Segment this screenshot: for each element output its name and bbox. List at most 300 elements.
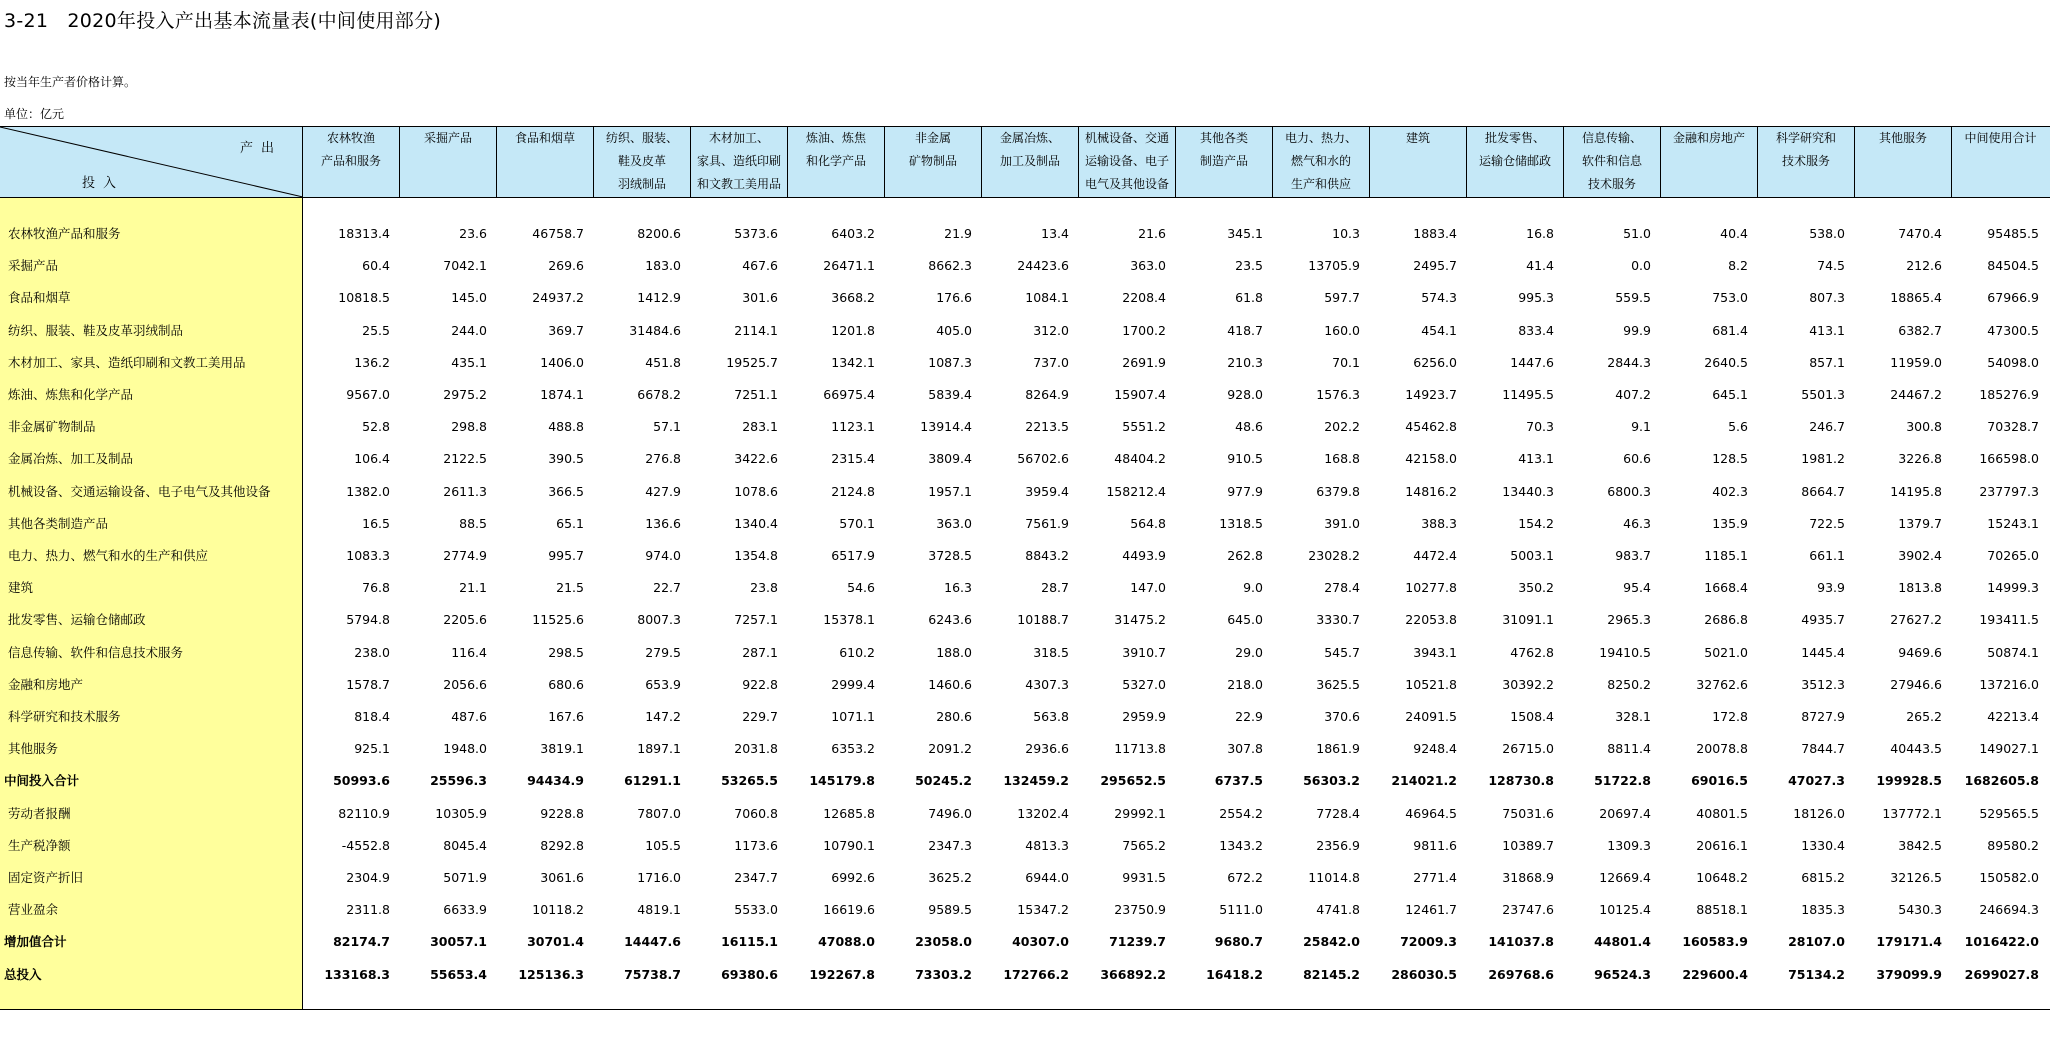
table-cell: 4819.1 <box>637 902 681 918</box>
output-axis-label: 产出 <box>240 141 283 156</box>
table-cell: 597.7 <box>1324 290 1360 306</box>
table-cell: 133168.3 <box>324 966 390 982</box>
table-cell: 23028.2 <box>1308 548 1360 563</box>
table-cell: 4813.3 <box>1025 837 1069 853</box>
table-cell: 4762.8 <box>1510 644 1554 660</box>
column-header: 农林牧渔 产品和服务 <box>303 127 400 197</box>
table-cell: 857.1 <box>1809 354 1845 370</box>
table-cell: 10305.9 <box>435 805 487 821</box>
table-cell: 7565.2 <box>1122 837 1166 853</box>
table-cell: 974.0 <box>645 548 681 563</box>
table-cell: 278.4 <box>1324 580 1360 596</box>
table-cell: 2691.9 <box>1122 354 1166 370</box>
table-cell: 7060.8 <box>734 805 778 821</box>
table-cell: 48404.2 <box>1114 451 1166 467</box>
table-cell: 977.9 <box>1227 483 1263 499</box>
table-cell: 1508.4 <box>1510 709 1554 724</box>
table-cell: 5111.0 <box>1219 902 1263 918</box>
table-cell: 545.7 <box>1324 644 1360 660</box>
table-cell: 328.1 <box>1615 709 1651 724</box>
table-cell: 45462.8 <box>1405 419 1457 435</box>
table-cell: 145179.8 <box>809 773 875 789</box>
table-cell: 2124.8 <box>831 483 875 499</box>
table-cell: 1576.3 <box>1316 387 1360 402</box>
table-cell: 1897.1 <box>637 741 681 757</box>
table-header <box>0 126 2050 198</box>
table-cell: 30392.2 <box>1502 676 1554 692</box>
table-cell: 467.6 <box>742 258 778 274</box>
table-cell: 5501.3 <box>1801 387 1845 402</box>
table-cell: 31484.6 <box>629 322 681 338</box>
price-note: 按当年生产者价格计算。 <box>4 75 137 89</box>
table-cell: 210.3 <box>1227 354 1263 370</box>
table-cell: 50874.1 <box>1987 644 2039 660</box>
table-cell: 23058.0 <box>915 934 972 950</box>
table-cell: 2356.9 <box>1316 837 1360 853</box>
table-cell: 5.6 <box>1728 419 1748 435</box>
table-cell: 13.4 <box>1041 226 1069 241</box>
table-cell: 9589.5 <box>928 902 972 918</box>
table-cell: 1083.3 <box>346 548 390 563</box>
table-cell: 737.0 <box>1033 354 1069 370</box>
table-cell: 7257.1 <box>734 612 778 628</box>
table-cell: 5003.1 <box>1510 548 1554 563</box>
table-cell: 96524.3 <box>1594 966 1651 982</box>
table-cell: 1874.1 <box>540 387 584 402</box>
table-row <box>0 508 2050 540</box>
table-cell: 2699027.8 <box>1964 966 2039 982</box>
table-cell: 1948.0 <box>443 741 487 757</box>
table-cell: 5327.0 <box>1122 676 1166 692</box>
table-cell: 53265.5 <box>721 773 778 789</box>
table-cell: 23.6 <box>459 226 487 241</box>
table-cell: 574.3 <box>1421 290 1457 306</box>
table-cell: 82174.7 <box>333 934 390 950</box>
table-cell: 42213.4 <box>1987 709 2039 724</box>
row-label: 增加值合计 <box>4 934 67 950</box>
table-cell: 2347.3 <box>928 837 972 853</box>
row-label: 营业盈余 <box>8 902 59 918</box>
table-cell: 3668.2 <box>831 290 875 306</box>
column-header: 机械设备、交通 运输设备、电子 电气及其他设备 <box>1079 127 1176 197</box>
table-cell: 16.8 <box>1526 226 1554 241</box>
table-cell: 8250.2 <box>1607 676 1651 692</box>
table-cell: 8264.9 <box>1025 387 1069 402</box>
table-cell: 54098.0 <box>1987 354 2039 370</box>
table-cell: 19525.7 <box>726 354 778 370</box>
table-cell: 13705.9 <box>1308 258 1360 274</box>
table-cell: 2611.3 <box>443 483 487 499</box>
table-cell: 2686.8 <box>1704 612 1748 628</box>
table-row <box>0 572 2050 604</box>
table-cell: 24937.2 <box>532 290 584 306</box>
table-cell: 29992.1 <box>1114 805 1166 821</box>
table-cell: 983.7 <box>1615 548 1651 563</box>
table-cell: 73303.2 <box>915 966 972 982</box>
table-cell: 168.8 <box>1324 451 1360 467</box>
table-cell: 66975.4 <box>823 387 875 402</box>
table-cell: 350.2 <box>1518 580 1554 596</box>
table-cell: 31475.2 <box>1114 612 1166 628</box>
table-cell: -4552.8 <box>341 837 390 853</box>
table-cell: 16619.6 <box>823 902 875 918</box>
table-cell: 529565.5 <box>1979 805 2039 821</box>
table-cell: 2495.7 <box>1413 258 1457 274</box>
table-row <box>0 830 2050 862</box>
table-cell: 1123.1 <box>831 419 875 435</box>
table-cell: 106.4 <box>354 451 390 467</box>
table-cell: 246.7 <box>1809 419 1845 435</box>
table-cell: 1700.2 <box>1122 322 1166 338</box>
table-cell: 28.7 <box>1041 580 1069 596</box>
table-cell: 47088.0 <box>818 934 875 950</box>
table-cell: 1883.4 <box>1413 226 1457 241</box>
table-cell: 3512.3 <box>1801 676 1845 692</box>
table-cell: 6517.9 <box>831 548 875 563</box>
table-cell: 15243.1 <box>1987 515 2039 531</box>
table-cell: 40307.0 <box>1012 934 1069 950</box>
table-cell: 1668.4 <box>1704 580 1748 596</box>
table-cell: 10521.8 <box>1405 676 1457 692</box>
table-cell: 15347.2 <box>1017 902 1069 918</box>
table-cell: 84504.5 <box>1987 258 2039 274</box>
table-bottom-border <box>0 1009 2050 1010</box>
table-cell: 2208.4 <box>1122 290 1166 306</box>
table-cell: 246694.3 <box>1979 902 2039 918</box>
table-cell: 3330.7 <box>1316 612 1360 628</box>
table-cell: 21.5 <box>556 580 584 596</box>
table-cell: 2205.6 <box>443 612 487 628</box>
table-cell: 5533.0 <box>734 902 778 918</box>
table-cell: 48.6 <box>1235 419 1263 435</box>
table-cell: 454.1 <box>1421 322 1457 338</box>
table-cell: 94434.9 <box>527 773 584 789</box>
table-cell: 928.0 <box>1227 387 1263 402</box>
table-cell: 46758.7 <box>532 226 584 241</box>
table-cell: 1201.8 <box>831 322 875 338</box>
table-cell: 1682605.8 <box>1964 773 2039 789</box>
table-cell: 11959.0 <box>1890 354 1942 370</box>
table-cell: 30057.1 <box>430 934 487 950</box>
table-cell: 3943.1 <box>1413 644 1457 660</box>
table-cell: 3625.5 <box>1316 676 1360 692</box>
table-cell: 11014.8 <box>1308 870 1360 885</box>
table-cell: 12685.8 <box>823 805 875 821</box>
table-cell: 199928.5 <box>1876 773 1942 789</box>
table-cell: 10389.7 <box>1502 837 1554 853</box>
table-cell: 390.5 <box>548 451 584 467</box>
table-cell: 158212.4 <box>1106 483 1166 499</box>
table-cell: 23747.6 <box>1502 902 1554 918</box>
table-cell: 2213.5 <box>1025 419 1069 435</box>
table-cell: 1016422.0 <box>1964 934 2039 950</box>
table-cell: 20697.4 <box>1599 805 1651 821</box>
table-cell: 262.8 <box>1227 548 1263 563</box>
table-cell: 95.4 <box>1623 580 1651 596</box>
table-cell: 1342.1 <box>831 354 875 370</box>
table-cell: 7042.1 <box>443 258 487 274</box>
table-cell: 413.1 <box>1518 451 1554 467</box>
table-row <box>0 604 2050 636</box>
table-cell: 51.0 <box>1623 226 1651 241</box>
table-cell: 27627.2 <box>1890 612 1942 628</box>
column-header: 金融和房地产 <box>1661 127 1758 197</box>
table-cell: 833.4 <box>1518 322 1554 338</box>
table-cell: 680.6 <box>548 676 584 692</box>
table-cell: 193411.5 <box>1979 612 2039 628</box>
table-cell: 128730.8 <box>1488 773 1554 789</box>
column-header: 其他服务 <box>1855 127 1952 197</box>
table-cell: 2844.3 <box>1607 354 1651 370</box>
table-cell: 9931.5 <box>1122 870 1166 885</box>
table-cell: 15907.4 <box>1114 387 1166 402</box>
row-label: 金属冶炼、加工及制品 <box>8 451 134 467</box>
table-row <box>0 315 2050 347</box>
table-cell: 75031.6 <box>1502 805 1554 821</box>
table-row <box>0 765 2050 797</box>
table-cell: 32126.5 <box>1890 870 1942 885</box>
table-cell: 2554.2 <box>1219 805 1263 821</box>
table-cell: 925.1 <box>354 741 390 757</box>
table-cell: 6382.7 <box>1898 322 1942 338</box>
table-cell: 125136.3 <box>518 966 584 982</box>
row-label: 机械设备、交通运输设备、电子电气及其他设备 <box>8 483 271 499</box>
table-cell: 995.3 <box>1518 290 1554 306</box>
table-cell: 20078.8 <box>1696 741 1748 757</box>
table-cell: 559.5 <box>1615 290 1651 306</box>
table-cell: 75738.7 <box>624 966 681 982</box>
row-label: 科学研究和技术服务 <box>8 709 121 724</box>
table-cell: 192267.8 <box>809 966 875 982</box>
table-row <box>0 250 2050 282</box>
table-cell: 149027.1 <box>1979 741 2039 757</box>
table-cell: 3910.7 <box>1122 644 1166 660</box>
table-cell: 51722.8 <box>1594 773 1651 789</box>
table-cell: 14195.8 <box>1890 483 1942 499</box>
table-cell: 13202.4 <box>1017 805 1069 821</box>
table-cell: 29.0 <box>1235 644 1263 660</box>
table-cell: 16115.1 <box>721 934 778 950</box>
table-cell: 16.5 <box>362 515 390 531</box>
table-cell: 6403.2 <box>831 226 875 241</box>
table-cell: 2122.5 <box>443 451 487 467</box>
table-cell: 9228.8 <box>540 805 584 821</box>
table-cell: 366.5 <box>548 483 584 499</box>
table-cell: 5839.4 <box>928 387 972 402</box>
table-cell: 3728.5 <box>928 548 972 563</box>
table-cell: 1379.7 <box>1898 515 1942 531</box>
table-cell: 99.9 <box>1623 322 1651 338</box>
table-cell: 9567.0 <box>346 387 390 402</box>
table-cell: 5794.8 <box>346 612 390 628</box>
table-cell: 298.5 <box>548 644 584 660</box>
table-cell: 661.1 <box>1809 548 1845 563</box>
table-cell: 7728.4 <box>1316 805 1360 821</box>
table-row <box>0 379 2050 411</box>
table-cell: 147.0 <box>1130 580 1166 596</box>
table-row <box>0 637 2050 669</box>
table-cell: 26715.0 <box>1502 741 1554 757</box>
table-cell: 2347.7 <box>734 870 778 885</box>
table-cell: 427.9 <box>645 483 681 499</box>
table-cell: 30701.4 <box>527 934 584 950</box>
table-cell: 11495.5 <box>1502 387 1554 402</box>
row-label: 建筑 <box>8 580 34 596</box>
row-label: 采掘产品 <box>8 258 59 274</box>
table-cell: 722.5 <box>1809 515 1845 531</box>
table-cell: 645.0 <box>1227 612 1263 628</box>
table-cell: 407.2 <box>1615 387 1651 402</box>
table-cell: 22.9 <box>1235 709 1263 724</box>
table-cell: 1309.3 <box>1607 837 1651 853</box>
table-row <box>0 959 2050 991</box>
table-cell: 295652.5 <box>1100 773 1166 789</box>
table-cell: 74.5 <box>1817 258 1845 274</box>
row-label: 生产税净额 <box>8 837 71 853</box>
column-header: 科学研究和 技术服务 <box>1758 127 1855 197</box>
table-cell: 402.3 <box>1712 483 1748 499</box>
table-cell: 391.0 <box>1324 515 1360 531</box>
table-cell: 4741.8 <box>1316 902 1360 918</box>
table-cell: 1078.6 <box>734 483 778 499</box>
table-row <box>0 894 2050 926</box>
table-row <box>0 733 2050 765</box>
table-cell: 214021.2 <box>1391 773 1457 789</box>
table-cell: 25596.3 <box>430 773 487 789</box>
row-label: 总投入 <box>4 966 42 982</box>
table-row <box>0 701 2050 733</box>
table-cell: 6737.5 <box>1214 773 1263 789</box>
table-row <box>0 411 2050 443</box>
column-header: 其他各类 制造产品 <box>1176 127 1273 197</box>
table-cell: 47027.3 <box>1788 773 1845 789</box>
table-cell: 12669.4 <box>1599 870 1651 885</box>
table-cell: 9.0 <box>1243 580 1263 596</box>
table-cell: 179171.4 <box>1876 934 1942 950</box>
table-cell: 1185.1 <box>1704 548 1748 563</box>
table-cell: 280.6 <box>936 709 972 724</box>
table-cell: 20616.1 <box>1696 837 1748 853</box>
table-cell: 229600.4 <box>1682 966 1748 982</box>
table-cell: 681.4 <box>1712 322 1748 338</box>
table-cell: 141037.8 <box>1488 934 1554 950</box>
table-cell: 645.1 <box>1712 387 1748 402</box>
table-cell: 23750.9 <box>1114 902 1166 918</box>
table-cell: 47300.5 <box>1987 322 2039 338</box>
table-cell: 2999.4 <box>831 676 875 692</box>
table-cell: 22053.8 <box>1405 612 1457 628</box>
table-cell: 2114.1 <box>734 322 778 338</box>
table-cell: 379099.9 <box>1876 966 1942 982</box>
table-cell: 75134.2 <box>1788 966 1845 982</box>
row-label: 电力、热力、燃气和水的生产和供应 <box>8 548 209 563</box>
table-cell: 71239.7 <box>1109 934 1166 950</box>
table-cell: 69380.6 <box>721 966 778 982</box>
header-corner-cell <box>0 127 303 197</box>
table-cell: 55653.4 <box>430 966 487 982</box>
table-cell: 176.6 <box>936 290 972 306</box>
table-cell: 2056.6 <box>443 676 487 692</box>
table-cell: 6353.2 <box>831 741 875 757</box>
table-cell: 8.2 <box>1728 258 1748 274</box>
table-cell: 4307.3 <box>1025 676 1069 692</box>
table-cell: 15378.1 <box>823 612 875 628</box>
table-cell: 1406.0 <box>540 354 584 370</box>
table-cell: 44801.4 <box>1594 934 1651 950</box>
table-cell: 6815.2 <box>1801 870 1845 885</box>
table-cell: 21.9 <box>944 226 972 241</box>
table-cell: 19410.5 <box>1599 644 1651 660</box>
table-cell: 312.0 <box>1033 322 1069 338</box>
table-cell: 57.1 <box>653 419 681 435</box>
table-cell: 995.7 <box>548 548 584 563</box>
column-header: 中间使用合计 <box>1964 131 2037 145</box>
table-cell: 105.5 <box>645 837 681 853</box>
table-cell: 137216.0 <box>1979 676 2039 692</box>
table-cell: 88518.1 <box>1696 902 1748 918</box>
table-cell: 7844.7 <box>1801 741 1845 757</box>
table-cell: 229.7 <box>742 709 778 724</box>
table-cell: 818.4 <box>354 709 390 724</box>
table-cell: 202.2 <box>1324 419 1360 435</box>
table-cell: 3959.4 <box>1025 483 1069 499</box>
table-cell: 40801.5 <box>1696 805 1748 821</box>
column-header: 批发零售、 运输仓储邮政 <box>1467 127 1564 197</box>
table-cell: 76.8 <box>362 580 390 596</box>
table-cell: 276.8 <box>645 451 681 467</box>
table-cell: 300.8 <box>1906 419 1942 435</box>
table-cell: 137772.1 <box>1882 805 1942 821</box>
table-cell: 40.4 <box>1720 226 1748 241</box>
table-cell: 160.0 <box>1324 322 1360 338</box>
table-cell: 65.1 <box>556 515 584 531</box>
row-label: 金融和房地产 <box>8 676 84 692</box>
table-cell: 538.0 <box>1809 226 1845 241</box>
table-cell: 5071.9 <box>443 870 487 885</box>
table-cell: 14923.7 <box>1405 387 1457 402</box>
table-cell: 6944.0 <box>1025 870 1069 885</box>
table-cell: 1340.4 <box>734 515 778 531</box>
table-cell: 16418.2 <box>1206 966 1263 982</box>
table-cell: 212.6 <box>1906 258 1942 274</box>
row-label: 批发零售、运输仓储邮政 <box>8 612 146 628</box>
table-row <box>0 926 2050 958</box>
table-cell: 2311.8 <box>346 902 390 918</box>
table-cell: 18126.0 <box>1793 805 1845 821</box>
table-cell: 7251.1 <box>734 387 778 402</box>
table-cell: 3625.2 <box>928 870 972 885</box>
table-cell: 50993.6 <box>333 773 390 789</box>
row-label: 炼油、炼焦和化学产品 <box>8 387 134 402</box>
table-cell: 9.1 <box>1631 419 1651 435</box>
table-cell: 31091.1 <box>1502 612 1554 628</box>
table-cell: 8007.3 <box>637 612 681 628</box>
table-cell: 5551.2 <box>1122 419 1166 435</box>
table-cell: 9811.6 <box>1413 837 1457 853</box>
column-header: 信息传输、 软件和信息 技术服务 <box>1564 127 1661 197</box>
table-cell: 2315.4 <box>831 451 875 467</box>
table-cell: 2975.2 <box>443 387 487 402</box>
table-cell: 8727.9 <box>1801 709 1845 724</box>
table-cell: 3422.6 <box>734 451 778 467</box>
table-cell: 185276.9 <box>1979 387 2039 402</box>
table-cell: 21.6 <box>1138 226 1166 241</box>
table-cell: 5373.6 <box>734 226 778 241</box>
table-cell: 14447.6 <box>624 934 681 950</box>
table-cell: 7496.0 <box>928 805 972 821</box>
table-cell: 3902.4 <box>1898 548 1942 563</box>
table-row <box>0 862 2050 894</box>
